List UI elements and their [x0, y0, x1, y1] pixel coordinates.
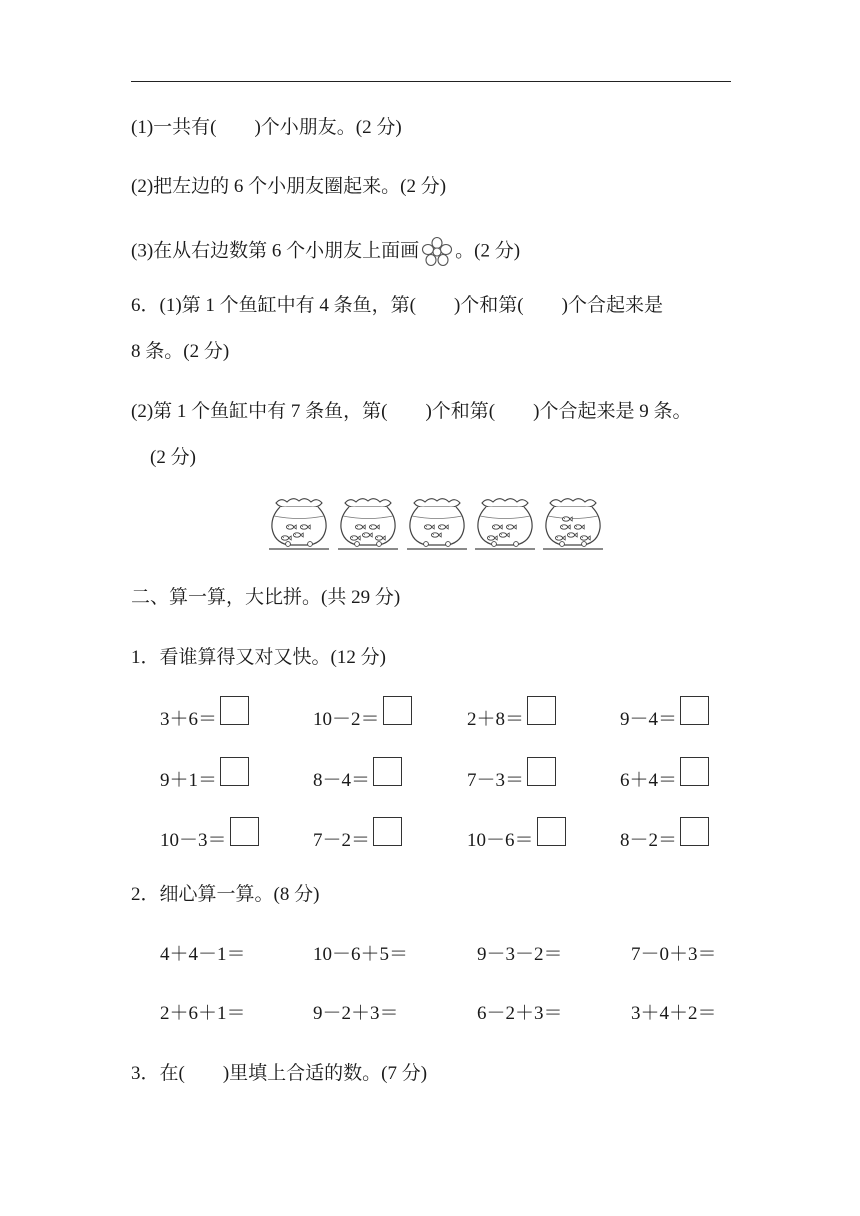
- fishbowl-icon: [406, 494, 468, 552]
- q1-expression: 7－2＝: [313, 830, 371, 851]
- q1-expression: 7－3＝: [467, 770, 525, 791]
- answer-box[interactable]: [537, 817, 566, 846]
- answer-box[interactable]: [373, 757, 402, 786]
- answer-box[interactable]: [527, 696, 556, 725]
- q2-expression: 6－2＋3＝: [477, 1003, 563, 1024]
- q1-expression: 2＋8＝: [467, 709, 525, 730]
- header-rule: [131, 81, 731, 82]
- q2-expression: 9－3－2＝: [477, 944, 563, 965]
- fishbowl-icon: [268, 494, 330, 552]
- q1-expression: 6＋4＝: [620, 770, 678, 791]
- q6-line4: (2 分): [150, 447, 196, 468]
- q1-expression: 10－3＝: [160, 830, 227, 851]
- answer-box[interactable]: [220, 696, 249, 725]
- fishbowl-icon: [542, 494, 604, 552]
- answer-box[interactable]: [220, 757, 249, 786]
- answer-box[interactable]: [230, 817, 259, 846]
- fishbowl-icon: [474, 494, 536, 552]
- fishbowl-icon: [337, 494, 399, 552]
- q1-expression: 8－4＝: [313, 770, 371, 791]
- q5-sub3: [131, 236, 520, 268]
- answer-box[interactable]: [527, 757, 556, 786]
- answer-box[interactable]: [680, 817, 709, 846]
- q5-sub1: (1)一共有( )个小朋友。(2 分): [131, 117, 402, 138]
- q5-sub3-text: (3)在从右边数第 6 个小朋友上面画: [131, 240, 420, 262]
- q5-sub3-tail: 。(2 分): [455, 240, 521, 262]
- answer-box[interactable]: [373, 817, 402, 846]
- q1-expression: 8－2＝: [620, 830, 678, 851]
- answer-box[interactable]: [383, 696, 412, 725]
- q1-expression: 9＋1＝: [160, 770, 218, 791]
- q6-line1: 6．(1)第 1 个鱼缸中有 4 条鱼，第( )个和第( )个合起来是: [131, 295, 663, 316]
- q1-expression: 10－2＝: [313, 709, 380, 730]
- q2-expression: 4＋4－1＝: [160, 944, 246, 965]
- q2-expression: 10－6＋5＝: [313, 944, 409, 965]
- q2-expression: 2＋6＋1＝: [160, 1003, 246, 1024]
- q6-line2: 8 条。(2 分): [131, 341, 230, 362]
- q1-expression: 3＋6＝: [160, 709, 218, 730]
- q1-expression: 9－4＝: [620, 709, 678, 730]
- q2-title: 2．细心算一算。(8 分): [131, 884, 320, 905]
- q2-expression: 7－0＋3＝: [631, 944, 717, 965]
- q1-title: 1．看谁算得又对又快。(12 分): [131, 647, 386, 668]
- section2-title: 二、算一算，大比拼。(共 29 分): [131, 587, 401, 608]
- q3-title: 3．在( )里填上合适的数。(7 分): [131, 1063, 428, 1084]
- flower-icon: [421, 236, 453, 268]
- fishbowl-row: [268, 494, 608, 554]
- q2-expression: 9－2＋3＝: [313, 1003, 399, 1024]
- q1-expression: 10－6＝: [467, 830, 534, 851]
- answer-box[interactable]: [680, 757, 709, 786]
- answer-box[interactable]: [680, 696, 709, 725]
- q6-line3: (2)第 1 个鱼缸中有 7 条鱼，第( )个和第( )个合起来是 9 条。: [131, 401, 692, 422]
- q5-sub2: (2)把左边的 6 个小朋友圈起来。(2 分): [131, 176, 447, 197]
- q2-expression: 3＋4＋2＝: [631, 1003, 717, 1024]
